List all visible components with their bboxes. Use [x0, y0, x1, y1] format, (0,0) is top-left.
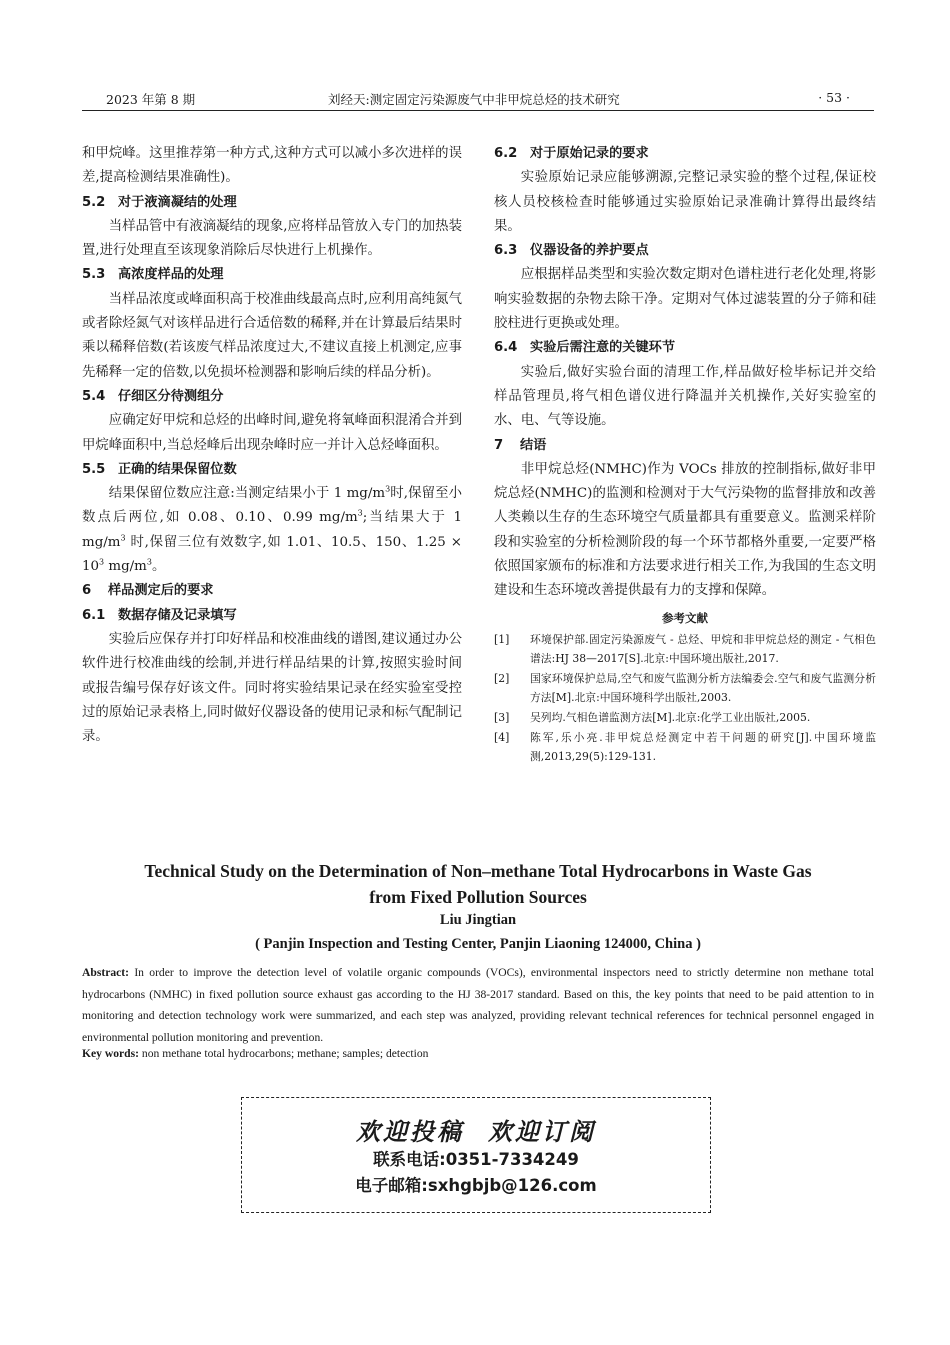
running-header: [82, 88, 874, 111]
left-column: [82, 142, 462, 749]
section-heading-6-4: 6.4 实验后需注意的关键环节: [494, 340, 676, 356]
right-column: [494, 142, 876, 767]
english-title: Technical Study on the Determination of Non–methane Total Hydrocarbons in Waste Gas from Fixed Pollution Sources: [144, 861, 812, 907]
reference-item: [3] 吴列均.气相色谱监测方法[M].北京:化学工业出版社,2005.: [494, 711, 811, 725]
section-text-7: 非甲烷总烃(NMHC)作为 VOCs 排放的控制指标,做好非甲烷总烃(NMHC)的监测和检测对于大气污染物的监督排放和改善人类赖以生存的生态环境空气质量都具有重要意义。监测采样阶段和实验室的分析检测阶段的每一个环节都格外重要,一定要严格依照国家颁布的标准和方法要求进行相关工作,为我国的生态文明建设和生态环境改善提供最有力的支撑和保障。: [494, 461, 876, 599]
page-number: · 53 ·: [818, 90, 850, 105]
references-title: 参考文献: [662, 610, 708, 625]
english-author: Liu Jingtian: [439, 912, 517, 928]
section-heading-7: 7 结语: [494, 437, 547, 453]
section-text-5-2: 当样品管中有液滴凝结的现象,应将样品管放入专门的加热装置,进行处理直至该现象消除后尽快进行上机操作。: [82, 218, 462, 259]
section-heading-6-1: 6.1 数据存储及记录填写: [82, 607, 237, 623]
contact-email: 电子邮箱:sxhgbjb@126.com: [355, 1176, 597, 1195]
section-text-6-1: 实验后应保存并打印好样品和校准曲线的谱图,建议通过办公软件进行校准曲线的绘制,并进行样品结果的计算,按照实验时间或报告编号保存好该文件。同时将实验结果记录在经实验室受控过的原始记录表格上,同时做好仪器设备的使用记录和标气配制记录。: [82, 631, 462, 745]
notice-slogan: 欢迎投稿 欢迎订阅: [356, 1117, 596, 1146]
section-text-5-5: 结果保留位数应注意:当测定结果小于 1 $mg/m^3$时,保留至小数点后两位,如 0.08、0.10、0.99 $mg/m^3$;当结果大于 1 $mg/m^3$ 时,保留三位有效数字,如 1.01、10.5、150、$1.25 \times 10^3$ $mg/m^3$。: [82, 484, 462, 575]
section-text-5-4: 应确定好甲烷和总烃的出峰时间,避免将氧峰面积混淆合并到甲烷峰面积中,当总烃峰后出现杂峰时应一并计入总烃峰面积。: [82, 413, 462, 453]
running-title: 刘经天:测定固定污染源废气中非甲烷总烃的技术研究: [328, 92, 620, 107]
contact-phone: 联系电话:0351-7334249: [373, 1150, 579, 1169]
section-heading-6-2: 6.2 对于原始记录的要求: [494, 146, 649, 161]
english-abstract: Abstract: In order to improve the detection level of volatile organic compounds (VOCs), environmental inspectors need to strictly determine non methane total hydrocarbons (NMHC) in fixed pollution source exhaust gas according to the HJ 38-2017 standard. Based on this, the key points that need to be paid attention to in monitoring and detection technology work were summarized, and each step was analyzed, providing relevant technical references for technical personnel engaged in environmental pollution monitoring and prevention.: [82, 966, 874, 1044]
section-text-6-4: 实验后,做好实验台面的清理工作,样品做好检毕标记并交给样品管理员,将气相色谱仪进行降温并关机操作,关好实验室的水、电、气等设施。: [494, 364, 876, 429]
section-text-6-2: 实验原始记录应能够溯源,完整记录实验的整个过程,保证校核人员校核检查时能够通过实验原始记录准确计算得出最终结果。: [494, 170, 876, 234]
section-heading-5-3: 5.3 高浓度样品的处理: [82, 267, 224, 283]
section-heading-5-2: 5.2 对于液滴凝结的处理: [82, 194, 237, 210]
issue-label: 2023 年第 8 期: [106, 92, 196, 107]
section-heading-5-4: 5.4 仔细区分待测组分: [82, 388, 224, 404]
section-heading-6-3: 6.3 仪器设备的养护要点: [494, 243, 649, 259]
reference-item: [1] 环境保护部.固定污染源废气 - 总烃、甲烷和非甲烷总烃的测定 - 气相色谱法:HJ 38—2017[S].北京:中国环境出版社,2017.: [494, 632, 876, 666]
section-heading-5-5: 5.5 正确的结果保留位数: [82, 461, 237, 477]
english-keywords: Key words: non methane total hydrocarbons; methane; samples; detection: [82, 1047, 429, 1060]
intro-paragraph: 和甲烷峰。这里推荐第一种方式,这种方式可以减小多次进样的误差,提高检测结果准确性)。: [82, 146, 462, 186]
section-text-6-3: 应根据样品类型和实验次数定期对色谱柱进行老化处理,将影响实验数据的杂物去除干净。定期对气体过滤装置的分子筛和硅胶柱进行更换或处理。: [494, 267, 876, 332]
section-text-5-3: 当样品浓度或峰面积高于校准曲线最高点时,应利用高纯氮气或者除烃氮气对该样品进行合适倍数的稀释,并在计算最后结果时乘以稀释倍数(若该废气样品浓度过大,不建议直接上机测定,应事先稀释一定的倍数,以免损坏检测器和影响后续的样品分析)。: [82, 291, 462, 380]
reference-item: [2] 国家环境保护总局,空气和废气监测分析方法编委会.空气和废气监测分析方法[M].北京:中国环境科学出版社,2003.: [494, 671, 876, 705]
section-heading-6: 6 样品测定后的要求: [82, 583, 214, 599]
reference-item: [4] 陈军,乐小亮.非甲烷总烃测定中若干问题的研究[J].中国环境监测,2013,29(5):129-131.: [494, 730, 876, 764]
submission-notice-box: [241, 1097, 711, 1213]
english-affiliation: ( Panjin Inspection and Testing Center, Panjin Liaoning 124000, China ): [255, 936, 701, 952]
